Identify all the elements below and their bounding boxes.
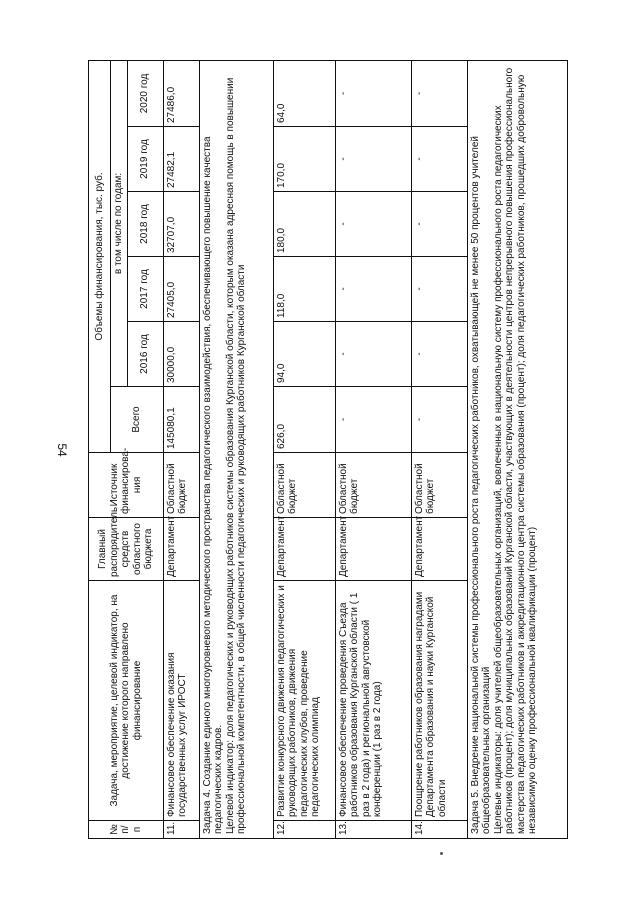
header-year: 2019 год [127,127,163,192]
rotated-page [88,61,588,839]
row-year-value: - [335,127,411,192]
row-title: Финансовое обеспечение проведения Съезда работников образования Курганской области ( 1 раз в 2 года) и региональной августовской конференции (1 раз в 2 года) [335,581,411,821]
task-5-text: Задача 5. Внедрение национальной системы профессионального роста педагогических работников, охватывающей не менее 50 процентов учителей общеобразовательных организаций Целевые индикаторы: доля учителей общеобразовательных организаций, вовлеченных в национальную систему профессионального роста педагогических работников (процент); доля муниципальных образований Курганской области, участвующих в деятельности центров непрерывного повышения профессионального мастерства педагогических работников и аккредитационного центра системы образования (процент); доля педагогических работников, прошедших добровольную независимую оценку профессиональной квалификации (процент) [467,60,567,838]
row-year-value: 64,0 [273,60,335,126]
row-year-value: - [411,60,467,126]
task-row [467,60,567,838]
header-admin: Главный распорядитель средств областного бюджета [89,518,164,581]
table-row [411,60,467,838]
header-year: 2018 год [127,192,163,257]
funding-table [88,60,568,839]
header-source: Источник финансирова-ния [89,453,164,518]
row-year-value: - [335,60,411,126]
header-funding: Объемы финансирования, тыс. руб. [89,60,111,452]
row-year-value: - [411,192,467,257]
row-admin: Департамент [411,518,467,581]
row-total: - [335,387,411,453]
task-4-text: Задача 4. Создание единого многоуровневого методического пространства педагогического взаимодействия, обеспечивающего повышение качества педагогических кадров. Целевой индикатор: доля педагогических и руководящих работников системы образования Курганской области, которым оказана адресная помощь в повышении профессиональной компетентности, в общей численности педагогических и руководящих работников Курганской области [199,60,273,838]
row-admin: Департамент [273,518,335,581]
header-year: 2017 год [127,257,163,322]
row-year-value: 180,0 [273,192,335,257]
row-admin: Департамент [335,518,411,581]
header-by-years: в том числе по годам: [111,60,128,386]
row-year-value: - [411,127,467,192]
scan-artifact-dot [440,852,443,855]
row-source: Областной бюджет [163,453,199,518]
row-year-value: - [335,257,411,322]
header-num: № п/п [89,821,164,839]
row-total: 145080,1 [163,387,199,453]
row-title: Финансовое обеспечение оказания государственных услуг ИРОСТ [163,581,199,821]
header-task: Задача, мероприятие, целевой индикатор, на достижение которого направлено финансирование [89,581,164,821]
row-year-value: 27482,1 [163,127,199,192]
row-year-value: - [335,192,411,257]
row-year-value: 27405,0 [163,257,199,322]
row-num: 14. [411,821,467,839]
table-row [273,60,335,838]
row-year-value: 27486,0 [163,60,199,126]
page-number: 54 [55,443,69,457]
table-row [163,60,199,838]
header-year: 2020 год [127,60,163,126]
row-source: Областной бюджет [335,453,411,518]
row-num: 11. [163,821,199,839]
row-total: 626,0 [273,387,335,453]
row-source: Областной бюджет [273,453,335,518]
row-total: - [411,387,467,453]
row-num: 13. [335,821,411,839]
row-year-value: - [335,322,411,387]
row-num: 12. [273,821,335,839]
header-year: 2016 год [127,322,163,387]
row-source: Областной бюджет [411,453,467,518]
table-row [335,60,411,838]
row-year-value: - [411,322,467,387]
row-year-value: 170,0 [273,127,335,192]
row-year-value: 118,0 [273,257,335,322]
task-row [199,60,273,838]
row-admin: Департамент [163,518,199,581]
row-year-value: 32707,0 [163,192,199,257]
header-total: Всего [111,387,164,453]
row-title: Развитие конкурсного движения педагогических и руководящих работников, движения педагогических клубов, проведение педагогических олимпиад [273,581,335,821]
row-year-value: - [411,257,467,322]
row-year-value: 94,0 [273,322,335,387]
row-title: Поощрение работников образования наградами Департамента образования и науки Курганской области [411,581,467,821]
row-year-value: 30000,0 [163,322,199,387]
